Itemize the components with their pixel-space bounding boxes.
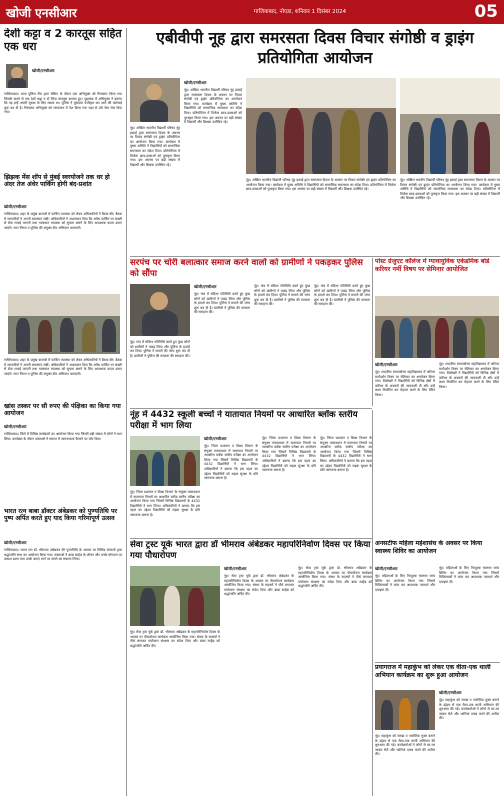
story-body-continued: नूंह। गांव में संदिग्ध गतिविधि करते हुए कुछ लोगों को ग्रामीणों ने पकड़ लिया और पुलिस के हवाले कर दिया। पुलिस ने मामले की जांच शुरू कर दी है। ग्रामीणों ने पुलिस की तत्परता की सराहना की। xyxy=(254,284,310,307)
column-divider xyxy=(372,258,373,406)
story-block xyxy=(375,258,500,538)
story-headline: सेवा ट्रस्ट यूके भारत द्वारा डॉ भीमराव अंबेडकर महापरिनिर्वाण दिवस पर किया गया पौधारोपण xyxy=(130,540,371,561)
story-dateline: खोजी/एनसीआर xyxy=(375,566,398,571)
story-body: गाजियाबाद। शहर के प्रमुख बाजारों में पार्किंग व्यवस्था को लेकर अधिकारियों ने बैठक की। बैठक में व्यापारियों ने अपनी समस्याएं रखीं। अधिकारियों ने आश्वासन दिया कि अवैध पार्किंग पर सख्ती से रोक लगाई जाएगी तथा यातायात व्यवस्था को सुचारु बनाने के लिए आवश्यक कदम उठाए जाएंगे। नगर निगम व पुलिस की संयुक्त टीम अभियान चलाएगी। xyxy=(4,212,122,230)
story-dateline: खोजी/एनसीआर xyxy=(4,424,27,429)
story-headline: भारत रत्न बाबा डॉक्टर अंबेडकर को पुण्यतिथि पर पुष्प अर्पित करते हुए याद किया गरिमापूर्ण उत्सव xyxy=(4,508,118,523)
story-body: गाजियाबाद। जिले में विभिन्न कार्यक्रमों का आयोजन किया गया जिसमें बड़ी संख्या में लोगों ने भाग लिया। कार्यक्रम के दौरान वक्ताओं ने समाज में जागरूकता फैलाने पर जोर दिया। xyxy=(4,432,122,441)
story-body-continued: नूंह। जिला प्रशासन व शिक्षा विभाग के संयुक्त तत्वावधान में यातायात नियमों पर आधारित ब्लॉक स्तरीय परीक्षा का आयोजन किया गया जिसमें विभिन्न विद्यालयों के 4432 विद्यार्थियों ने भाग लिया। अधिकारियों ने बताया कि इस पहल का उद्देश्य विद्यार्थियों को सड़क सुरक्षा के प्रति जागरूक बनाना है। xyxy=(130,490,200,517)
story-dateline: खोजी/एनसीआर xyxy=(204,436,227,441)
story-body-continued: नूंह। राजकीय स्नातकोत्तर महाविद्यालय में करियर मार्गदर्शन विषय पर सेमिनार का आयोजन किया गया। विशेषज्ञों ने विद्यार्थियों को विभिन्न क्षेत्रों में करियर के अवसरों की जानकारी दी और उन्हें लक्ष्य निर्धारित कर मेहनत करने के लिए प्रेरित किया। xyxy=(439,362,499,389)
story-body: नूंह। गांव में संदिग्ध गतिविधि करते हुए कुछ लोगों को ग्रामीणों ने पकड़ लिया और पुलिस के हवाले कर दिया। पुलिस ने मामले की जांच शुरू कर दी है। ग्रामीणों ने पुलिस की तत्परता की सराहना की। xyxy=(194,292,250,315)
story-body-continued: नूंह। गांव में संदिग्ध गतिविधि करते हुए कुछ लोगों को ग्रामीणों ने पकड़ लिया और पुलिस के हवाले कर दिया। पुलिस ने मामले की जांच शुरू कर दी है। ग्रामीणों ने पुलिस की तत्परता की सराहना की। xyxy=(130,340,190,358)
story-dateline: खोजी/एनसीआर xyxy=(184,80,207,85)
story-dateline: खोजी/एनसीआर xyxy=(439,690,462,695)
story-body-continued: नूंह। जिला प्रशासन व शिक्षा विभाग के संयुक्त तत्वावधान में यातायात नियमों पर आधारित ब्लॉक स्तरीय परीक्षा का आयोजन किया गया जिसमें विभिन्न विद्यालयों के 4432 विद्यार्थियों ने भाग लिया। अधिकारियों ने बताया कि इस पहल का उद्देश्य विद्यार्थियों को सड़क सुरक्षा के प्रति जागरूक बनाना है। xyxy=(262,436,316,473)
lead-headline-text: एबीवीपी नूह द्वारा समरसता दिवस विचार संगोष्ठी व ड्राइंग प्रतियोगिता आयोजन xyxy=(156,29,474,67)
story-body-continued: नूंह। अखिल भारतीय विद्यार्थी परिषद नूंह इकाई द्वारा समरसता दिवस के अवसर पर विचार संगोष्ठी एवं ड्राइंग प्रतियोगिता का आयोजन किया गया। कार्यक्रम में मुख्य अतिथि ने विद्यार्थियों को सामाजिक समरसता का संदेश दिया। प्रतियोगिता में विजेता छात्र-छात्राओं को पुरस्कृत किया गया। इस अवसर पर बड़ी संख्या में विद्यार्थी और शिक्षक उपस्थित रहे। xyxy=(130,126,180,167)
section-divider xyxy=(375,662,500,663)
story-body-continued: नूंह। जिला प्रशासन व शिक्षा विभाग के संयुक्त तत्वावधान में यातायात नियमों पर आधारित ब्लॉक स्तरीय परीक्षा का आयोजन किया गया जिसमें विभिन्न विद्यालयों के 4432 विद्यार्थियों ने भाग लिया। अधिकारियों ने बताया कि इस पहल का उद्देश्य विद्यार्थियों को सड़क सुरक्षा के प्रति जागरूक बनाना है। xyxy=(320,436,372,473)
story-photo xyxy=(8,294,120,354)
story-headline: झिझक मेंस शॉप से मुंबई स्वरयोजने तक धर हो अंदर तेज अंधेर पार्किंग होगी बंद-प्रशांत xyxy=(4,174,110,189)
masthead xyxy=(0,0,504,24)
story-photo xyxy=(6,64,28,88)
story-block xyxy=(130,540,372,796)
story-block xyxy=(130,258,370,406)
story-body-continued: नूंह। महाकुंभ को स्वच्छ व प्लास्टिक मुक्त बनाने के उद्देश्य से एक थैला-एक थाली अभियान की शुरुआत की गई। कार्यकर्ताओं ने लोगों से घर-घर जाकर थैले और थालियां एकत्र करने की अपील की। xyxy=(375,734,435,757)
story-photo xyxy=(400,78,500,174)
section-divider xyxy=(130,538,372,539)
story-body: नूंह। महिलाओं के लिए निःशुल्क स्वास्थ्य जांच शिविर का आयोजन किया गया जिसमें चिकित्सकों ने जांच कर आवश्यक परामर्श और दवाइयां दीं। xyxy=(375,574,435,592)
story-body-continued: नूंह। महिलाओं के लिए निःशुल्क स्वास्थ्य जांच शिविर का आयोजन किया गया जिसमें चिकित्सकों ने जांच कर आवश्यक परामर्श और दवाइयां दीं। xyxy=(439,566,499,584)
column-divider xyxy=(126,28,127,796)
story-body-continued: गाजियाबाद। शहर के प्रमुख बाजारों में पार्किंग व्यवस्था को लेकर अधिकारियों ने बैठक की। बैठक में व्यापारियों ने अपनी समस्याएं रखीं। अधिकारियों ने आश्वासन दिया कि अवैध पार्किंग पर सख्ती से रोक लगाई जाएगी तथा यातायात व्यवस्था को सुचारु बनाने के लिए आवश्यक कदम उठाए जाएंगे। नगर निगम व पुलिस की संयुक्त टीम अभियान चलाएगी। xyxy=(4,358,122,376)
story-body: नूंह। सेवा ट्रस्ट यूके द्वारा डॉ. भीमराव अंबेडकर के महापरिनिर्वाण दिवस के अवसर पर पौधारोपण कार्यक्रम आयोजित किया गया। संस्था के सदस्यों ने पौधे लगाकर पर्यावरण संरक्षण का संदेश दिया और बाबा साहेब को श्रद्धांजलि अर्पित की। xyxy=(224,574,294,597)
story-body: गाजियाबाद। थाना पुलिस टीम द्वारा चेकिंग के दौरान एक अभियुक्त को गिरफ्तार किया गया जिसके कब्जे से एक देशी कट्टा व दो जिंदा कारतूस बरामद हुए। पूछताछ में अभियुक्त ने बताया कि वह इन्हें अपनी सुरक्षा के लिए रखता था। पुलिस ने मुकदमा पंजीकृत कर आगे की कार्रवाई शुरू कर दी है। गिरफ्तार अभियुक्त को न्यायालय में पेश किया गया जहां से उसे जेल भेज दिया गया। xyxy=(4,92,122,115)
story-photo xyxy=(246,78,396,174)
story-photo xyxy=(375,296,499,358)
story-body-continued: नूंह। अखिल भारतीय विद्यार्थी परिषद नूंह इकाई द्वारा समरसता दिवस के अवसर पर विचार संगोष्ठी एवं ड्राइंग प्रतियोगिता का आयोजन किया गया। कार्यक्रम में मुख्य अतिथि ने विद्यार्थियों को सामाजिक समरसता का संदेश दिया। प्रतियोगिता में विजेता छात्र-छात्राओं को पुरस्कृत किया गया। इस अवसर पर बड़ी संख्या में विद्यार्थी और शिक्षक उपस्थित रहे। xyxy=(400,178,500,201)
story-block xyxy=(375,664,500,798)
story-photo xyxy=(375,690,435,730)
lead-story xyxy=(130,78,500,254)
story-dateline: खोजी/एनसीआर xyxy=(32,68,55,73)
story-body-continued: नूंह। गांव में संदिग्ध गतिविधि करते हुए कुछ लोगों को ग्रामीणों ने पकड़ लिया और पुलिस के हवाले कर दिया। पुलिस ने मामले की जांच शुरू कर दी है। ग्रामीणों ने पुलिस की तत्परता की सराहना की। xyxy=(314,284,370,307)
section-divider xyxy=(130,256,500,257)
story-body-continued: नूंह। सेवा ट्रस्ट यूके द्वारा डॉ. भीमराव अंबेडकर के महापरिनिर्वाण दिवस के अवसर पर पौधारोपण कार्यक्रम आयोजित किया गया। संस्था के सदस्यों ने पौधे लगाकर पर्यावरण संरक्षण का संदेश दिया और बाबा साहेब को श्रद्धांजलि अर्पित की। xyxy=(298,566,372,589)
story-body: नूंह। जिला प्रशासन व शिक्षा विभाग के संयुक्त तत्वावधान में यातायात नियमों पर आधारित ब्लॉक स्तरीय परीक्षा का आयोजन किया गया जिसमें विभिन्न विद्यालयों के 4432 विद्यार्थियों ने भाग लिया। अधिकारियों ने बताया कि इस पहल का उद्देश्य विद्यार्थियों को सड़क सुरक्षा के प्रति जागरूक बनाना है। xyxy=(204,444,258,481)
story-block xyxy=(130,410,372,536)
story-dateline: खोजी/एनसीआर xyxy=(4,204,27,209)
story-body: गाजियाबाद। भारत रत्न डॉ. भीमराव अंबेडकर की पुण्यतिथि के अवसर पर विभिन्न संगठनों द्वारा श्रद्धांजलि सभा का आयोजन किया गया। वक्ताओं ने बाबा साहेब के जीवन और उनके योगदान पर प्रकाश डाला तथा उनके बताए मार्ग पर चलने का संकल्प लिया। xyxy=(4,548,122,562)
left-column xyxy=(4,28,124,798)
story-photo xyxy=(130,284,190,336)
story-headline: अनसर्टीफ महिला महेशासंध के अवसर पर किया स्वास्थ्य शिविर का आयोजन xyxy=(375,540,483,555)
section-divider xyxy=(130,408,372,409)
story-photo xyxy=(130,566,220,626)
story-block xyxy=(375,540,500,660)
story-headline: खांस तस्कर पर सौ रुपए की पंक्षिका का किया गया आयोजन xyxy=(4,403,121,418)
story-photo xyxy=(130,436,200,486)
story-headline: सरपंच पर चोरी बलात्कार समाज करने वालों को ग्रामीणों ने पकड़कर पुलिस को सौंपा xyxy=(130,258,363,279)
story-dateline: खोजी/एनसीआर xyxy=(375,362,398,367)
story-headline: पोस्ट ग्रेजुएट कॉलेज में ग्यावायुविक एकेडमिक बोर्ड करियर नर्मी विषय पर सेमिनार आयोजित xyxy=(375,258,490,273)
story-headline: प्रयागराज में महाकुंभ को लेकर एक वीता-एक थाली अभियान कार्यक्रम का शुरू हुआ आयोजन xyxy=(375,664,491,679)
story-dateline: खोजी/एनसीआर xyxy=(224,566,247,571)
story-body: नूंह। अखिल भारतीय विद्यार्थी परिषद नूंह इकाई द्वारा समरसता दिवस के अवसर पर विचार संगोष्ठी एवं ड्राइंग प्रतियोगिता का आयोजन किया गया। कार्यक्रम में मुख्य अतिथि ने विद्यार्थियों को सामाजिक समरसता का संदेश दिया। प्रतियोगिता में विजेता छात्र-छात्राओं को पुरस्कृत किया गया। इस अवसर पर बड़ी संख्या में विद्यार्थी और शिक्षक उपस्थित रहे। xyxy=(184,88,242,125)
column-divider xyxy=(372,410,373,796)
story-photo xyxy=(130,78,180,122)
story-body: नूंह। राजकीय स्नातकोत्तर महाविद्यालय में करियर मार्गदर्शन विषय पर सेमिनार का आयोजन किया गया। विशेषज्ञों ने विद्यार्थियों को विभिन्न क्षेत्रों में करियर के अवसरों की जानकारी दी और उन्हें लक्ष्य निर्धारित कर मेहनत करने के लिए प्रेरित किया। xyxy=(375,370,435,397)
issue-line: गाजियाबाद, नोएडा, शनिवार 1 दिसंबर 2024 xyxy=(253,8,347,15)
story-body-continued: नूंह। अखिल भारतीय विद्यार्थी परिषद नूंह इकाई द्वारा समरसता दिवस के अवसर पर विचार संगोष्ठी एवं ड्राइंग प्रतियोगिता का आयोजन किया गया। कार्यक्रम में मुख्य अतिथि ने विद्यार्थियों को सामाजिक समरसता का संदेश दिया। प्रतियोगिता में विजेता छात्र-छात्राओं को पुरस्कृत किया गया। इस अवसर पर बड़ी संख्या में विद्यार्थी और शिक्षक उपस्थित रहे। xyxy=(246,178,396,192)
lead-headline xyxy=(130,28,500,68)
story-headline: देशी कट्टा व 2 कारतूस सहित एक धरा xyxy=(4,28,122,53)
story-body: नूंह। महाकुंभ को स्वच्छ व प्लास्टिक मुक्त बनाने के उद्देश्य से एक थैला-एक थाली अभियान की शुरुआत की गई। कार्यकर्ताओं ने लोगों से घर-घर जाकर थैले और थालियां एकत्र करने की अपील की। xyxy=(439,698,499,721)
story-dateline: खोजी/एनसीआर xyxy=(4,540,27,545)
story-dateline: खोजी/एनसीआर xyxy=(194,284,217,289)
page-number: 05 xyxy=(474,2,498,22)
lead-headline-block xyxy=(130,28,500,74)
brand-name: खोजी एनसीआर xyxy=(6,5,77,20)
story-body-continued: नूंह। सेवा ट्रस्ट यूके द्वारा डॉ. भीमराव अंबेडकर के महापरिनिर्वाण दिवस के अवसर पर पौधारोपण कार्यक्रम आयोजित किया गया। संस्था के सदस्यों ने पौधे लगाकर पर्यावरण संरक्षण का संदेश दिया और बाबा साहेब को श्रद्धांजलि अर्पित की। xyxy=(130,630,220,648)
story-headline: नूंह में 4432 स्कूली बच्चों ने यातायात नियमों पर आधारित ब्लॉक स्तरीय परीक्षा में भाग लिया xyxy=(130,410,358,431)
